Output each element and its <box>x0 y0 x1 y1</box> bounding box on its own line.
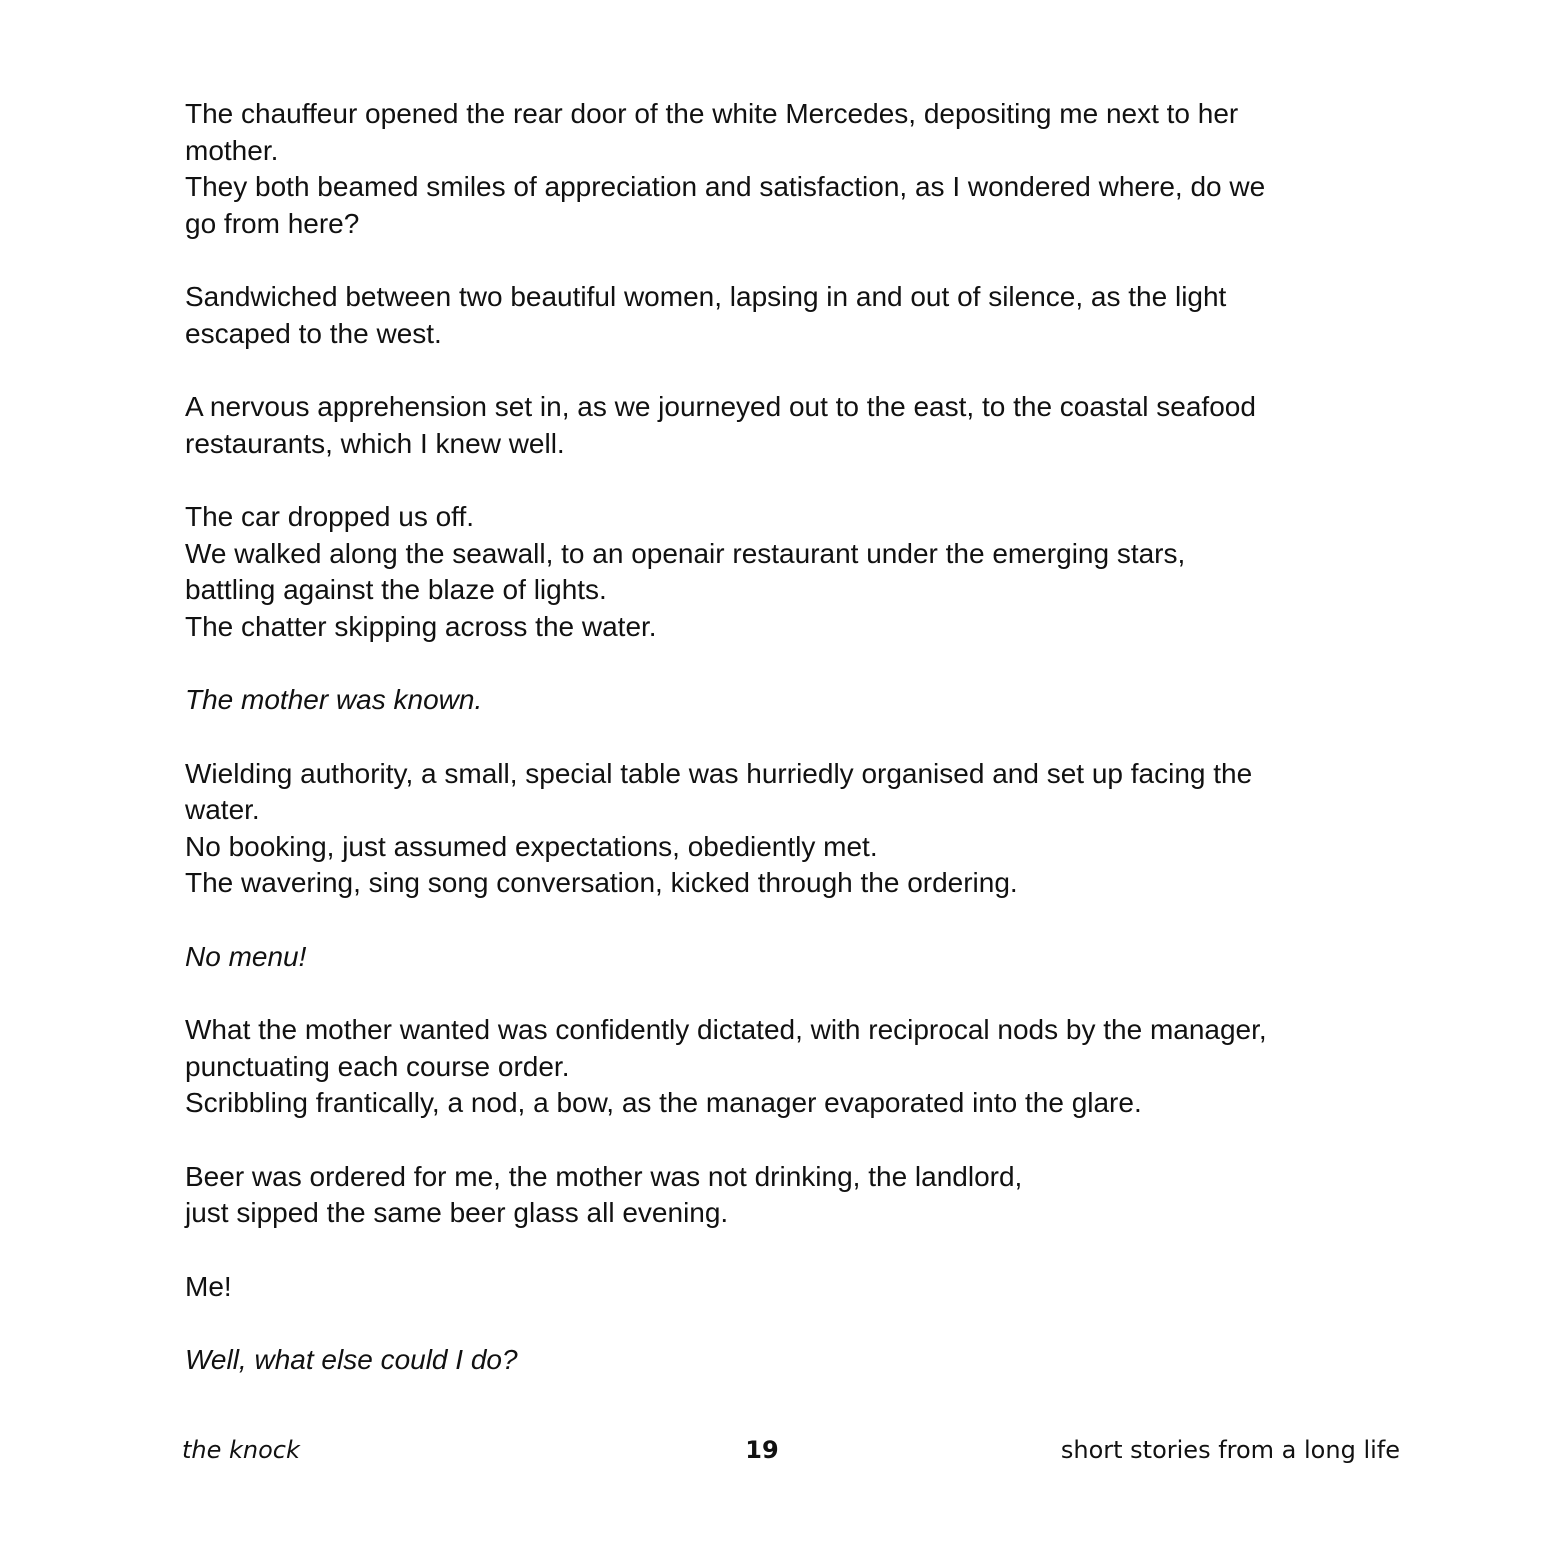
text-line: The chatter skipping across the water. <box>185 610 657 642</box>
text-line: Scribbling frantically, a nod, a bow, as the manager evaporated into the glare. <box>185 1087 1142 1118</box>
footer-series-title: short stories from a long life <box>1060 1436 1400 1464</box>
text-line: water. <box>185 794 260 825</box>
text-line: just sipped the same beer glass all evening. <box>185 1197 729 1228</box>
text-line: go from here? <box>185 207 360 239</box>
paragraph <box>185 96 1385 242</box>
italic-paragraph <box>185 682 1385 719</box>
page-body <box>185 96 1385 1416</box>
text-line: They both beamed smiles of appreciation and satisfaction, as I wondered where, do we <box>185 171 1266 202</box>
page-footer <box>0 1436 1557 1472</box>
text-line: punctuating each course order. <box>185 1050 570 1082</box>
paragraph <box>185 1159 1385 1232</box>
footer-book-title: the knock <box>182 1436 300 1464</box>
paragraph <box>185 499 1385 645</box>
text-line: Well, what else could I do? <box>185 1344 518 1375</box>
text-line: No menu! <box>185 940 307 972</box>
italic-paragraph <box>185 939 1385 976</box>
paragraph <box>185 756 1385 902</box>
text-line: What the mother wanted was confidently dictated, with reciprocal nods by the manager, <box>185 1014 1267 1045</box>
text-line: The car dropped us off. <box>185 501 474 532</box>
text-line: Me! <box>185 1270 232 1302</box>
text-line: Beer was ordered for me, the mother was not drinking, the landlord, <box>185 1160 1023 1192</box>
text-line: No booking, just assumed expectations, obediently met. <box>185 830 878 862</box>
text-line: Sandwiched between two beautiful women, lapsing in and out of silence, as the light <box>185 281 1227 312</box>
text-line: The mother was known. <box>185 684 483 715</box>
text-line: escaped to the west. <box>185 317 442 349</box>
paragraph <box>185 1269 1385 1306</box>
text-line: The chauffeur opened the rear door of the white Mercedes, depositing me next to her <box>185 98 1239 129</box>
text-line: battling against the blaze of lights. <box>185 574 607 605</box>
text-line: mother. <box>185 134 279 166</box>
paragraph <box>185 389 1385 462</box>
text-line: Wielding authority, a small, special table was hurriedly organised and set up facing the <box>185 757 1253 789</box>
paragraph <box>185 1012 1385 1122</box>
page-number: 19 <box>745 1436 779 1464</box>
text-line: restaurants, which I knew well. <box>185 427 565 459</box>
paragraph <box>185 279 1385 352</box>
text-line: A nervous apprehension set in, as we journeyed out to the east, to the coastal seafood <box>185 391 1256 422</box>
italic-paragraph <box>185 1342 1385 1379</box>
text-line: We walked along the seawall, to an openair restaurant under the emerging stars, <box>185 537 1186 569</box>
text-line: The wavering, sing song conversation, kicked through the ordering. <box>185 867 1018 898</box>
